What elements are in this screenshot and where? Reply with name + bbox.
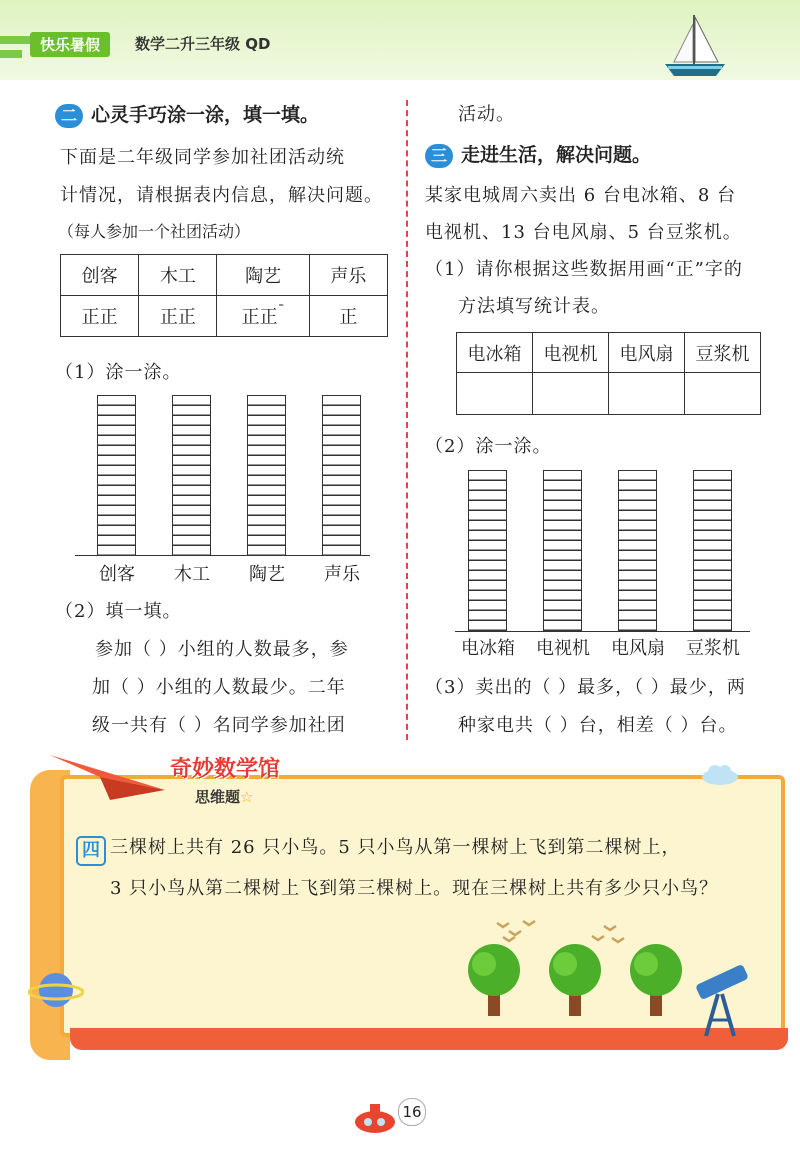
club-tally-table [60,254,388,337]
chart-baseline [75,555,370,556]
section3-badge: 三 [425,144,453,168]
tally-cell: 正正 [61,296,139,337]
tree-icon [624,942,688,1016]
table-header: 电视机 [533,333,609,373]
header-stripe [0,50,22,58]
tally-value: 正正 [241,307,278,328]
birds-icon [495,915,545,945]
tree-icon [543,942,607,1016]
partial-tally-stroke: ˉ [277,303,285,319]
section3-q3-line: 种家电共（ ）台，相差（ ）台。 [458,715,738,736]
sailboat-icon [660,12,730,82]
brand-label: 快乐暑假 [30,32,110,57]
chart-label: 声乐 [324,564,360,585]
header-stripe [0,36,30,44]
bar-grid-fan[interactable] [618,470,657,632]
book-title: 数学二升三年级 QD [135,35,271,53]
bar-grid-soymilk[interactable] [693,470,732,632]
tree-icon [462,942,526,1016]
answer-cell[interactable] [609,373,685,415]
cloud-icon [700,762,740,786]
column-divider [406,100,408,740]
chart-label: 陶艺 [249,564,285,585]
section4-line: 3 只小鸟从第二棵树上飞到第三棵树上。现在三棵树上共有多少只小鸟？ [110,878,719,899]
answer-cell[interactable] [685,373,761,415]
section2-intro-line: 计情况，请根据表内信息，解决问题。 [60,185,383,206]
section3-title: 走进生活，解决问题。 [461,144,652,166]
section2-badge: 二 [55,104,83,128]
chart-label: 豆浆机 [686,638,740,659]
section4-line: 三棵树上共有 26 只小鸟。5 只小鸟从第一棵树上飞到第二棵树上， [110,837,681,858]
chart-baseline [455,631,750,632]
bar-grid-fridge[interactable] [468,470,507,632]
chart-label: 电视机 [536,638,590,659]
table-header: 声乐 [309,255,387,296]
bar-grid-shengyue[interactable] [322,395,361,556]
section2-continuation: 活动。 [458,104,515,125]
museum-title: 奇妙数学馆 [170,757,281,782]
table-header: 电风扇 [609,333,685,373]
planet-icon [28,965,84,1015]
section3-q1-line: 方法填写统计表。 [458,296,610,317]
chart-label: 电冰箱 [461,638,515,659]
telescope-icon [688,960,758,1038]
section3-heading [425,140,651,168]
chart-label: 电风扇 [611,638,665,659]
table-header: 木工 [139,255,217,296]
section2-note: （每人参加一个社团活动） [58,222,251,241]
section3-q1-line: （1）请你根据这些数据用画“正”字的 [425,259,743,280]
section2-q1: （1）涂一涂。 [55,362,182,383]
chart-label: 木工 [174,564,210,585]
tally-cell [217,296,309,337]
section3-q2: （2）涂一涂。 [425,436,552,457]
section2-q2-line: 加（ ）小组的人数最少。二年 [92,677,346,698]
submarine-icon [350,1098,405,1138]
section2-heading [55,100,319,128]
section2-title: 心灵手巧涂一涂，填一填。 [91,104,320,126]
bar-grid-chuangke[interactable] [97,395,136,556]
thinking-problem-label [195,786,253,807]
chart-label: 创客 [99,564,135,585]
bar-grid-taoyi[interactable] [247,395,286,556]
tally-cell: 正 [309,296,387,337]
table-header: 陶艺 [217,255,309,296]
answer-cell[interactable] [457,373,533,415]
section3-intro-line: 某家电城周六卖出 6 台电冰箱、8 台 [425,185,737,206]
paper-plane-icon [40,745,170,805]
thinking-problem-text: 思维题 [195,788,241,806]
section2-q2-line: 参加（ ）小组的人数最多，参 [95,639,349,660]
bar-grid-mugong[interactable] [172,395,211,556]
answer-cell[interactable] [533,373,609,415]
scroll-bottom-roll [70,1028,788,1050]
section2-q2: （2）填一填。 [55,601,182,622]
bar-grid-tv[interactable] [543,470,582,632]
table-header: 豆浆机 [685,333,761,373]
section3-intro-line: 电视机、13 台电风扇、5 台豆浆机。 [425,222,742,243]
page-number: 16 [398,1098,426,1126]
star-icon: ☆ [240,788,254,806]
table-header: 电冰箱 [457,333,533,373]
section4-badge: 四 [76,836,106,866]
table-header: 创客 [61,255,139,296]
tally-cell: 正正 [139,296,217,337]
section2-intro-line: 下面是二年级同学参加社团活动统 [60,147,345,168]
appliance-stat-table [456,332,761,415]
section2-q2-line: 级一共有（ ）名同学参加社团 [92,715,346,736]
section3-q3-line: （3）卖出的（ ）最多，（ ）最少，两 [425,677,746,698]
